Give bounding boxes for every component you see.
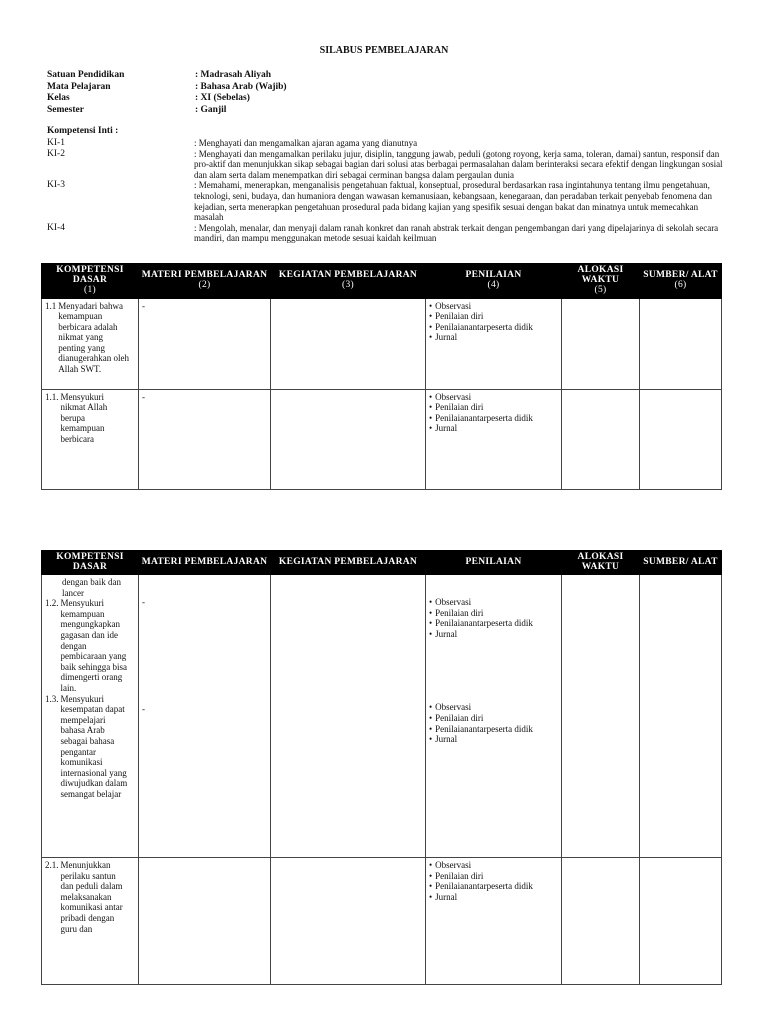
kegiatan-cell	[271, 298, 426, 389]
header-sumber-alat: SUMBER/ ALAT	[640, 551, 722, 575]
header-kegiatan: KEGIATAN PEMBELAJARAN	[271, 551, 426, 575]
table-row	[42, 389, 722, 489]
sumber-cell	[640, 298, 722, 389]
sumber-cell	[640, 389, 722, 489]
penilaian-cell: • Observasi • Penilaian diri • Penilaianantarpeserta didik • Jurnal • Observasi • Penilaian diri • Penilaianantarpeserta didik • Jurnal	[426, 575, 562, 858]
materi-cell	[139, 858, 271, 985]
ki-code: KI-2	[47, 148, 65, 159]
materi-item: -	[142, 597, 145, 607]
kd-cell: 1.1 Menyadari bahwa kemampuan berbicara adalah nikmat yang penting yang dianugerahkan oleh Allah SWT.	[42, 298, 139, 389]
header-kegiatan: KEGIATAN PEMBELAJARAN (3)	[271, 264, 426, 299]
header-penilaian: PENILAIAN	[426, 551, 562, 575]
kd-cell: dengan baik dan lancer 1.2. Mensyukuri kemampuan mengungkapkan gagasan dan ide dengan pembicaraan yang baik sehingga bisa dimengerti orang lain. 1.3. Mensyukuri kesempatan dapat mempelajari bahasa Arab sebagai bahasa pengantar komunikasi internasional yang diwujudkan dalam semangat belajar	[42, 575, 139, 858]
materi-cell	[139, 575, 271, 858]
header-kompetensi-dasar: KOMPETENSI DASAR (1)	[42, 264, 139, 299]
ki-text: : Menghayati dan mengamalkan perilaku jujur, disiplin, tanggung jawab, peduli (gotong royong, kerja sama, toleran, damai) santun, responsif dan pro-aktif dan menunjukkan sikap sebagai bagian dari solusi atas berbagai permasalahan dalam berinteraksi secara efektif dengan lingkungan sosial dan alam serta dalam menempatkan diri sebagai cerminan bangsa dalam pergaulan dunia	[194, 148, 723, 180]
ki-code: KI-4	[47, 222, 65, 233]
ki-item	[47, 180, 727, 222]
ki-text: : Menghayati dan mengamalkan ajaran agama yang dianutnya	[194, 138, 418, 148]
kompetensi-inti-list	[47, 138, 727, 244]
meta-row-satuan	[47, 70, 287, 82]
ki-item	[47, 223, 727, 244]
meta-label: Semester	[47, 104, 84, 115]
meta-label: Satuan Pendidikan	[47, 70, 125, 80]
materi-cell: -	[139, 389, 271, 489]
header-materi: MATERI PEMBELAJARAN	[139, 551, 271, 575]
meta-label: Mata Pelajaran	[47, 81, 111, 92]
sumber-cell	[640, 575, 722, 858]
header-alokasi-waktu: ALOKASI WAKTU (5)	[562, 264, 640, 299]
table-row	[42, 858, 722, 985]
meta-row-semester	[47, 105, 287, 117]
kegiatan-cell	[271, 575, 426, 858]
identity-block	[47, 70, 287, 116]
meta-value: : Ganjil	[195, 104, 227, 115]
meta-value: : Madrasah Aliyah	[195, 70, 272, 80]
alokasi-cell	[562, 575, 640, 858]
syllabus-table-1	[41, 263, 722, 490]
header-penilaian: PENILAIAN (4)	[426, 264, 562, 299]
ki-item	[47, 138, 727, 149]
ki-code: KI-3	[47, 180, 65, 191]
ki-text: : Mengolah, menalar, dan menyaji dalam ranah konkret dan ranah abstrak terkait dengan pengembangan dari yang dipelajarinya di sekolah secara mandiri, dan mampu menggunakan metode sesuai kaidah keilmuan	[194, 222, 719, 244]
alokasi-cell	[562, 298, 640, 389]
materi-cell: -	[139, 298, 271, 389]
document-title: SILABUS PEMBELAJARAN	[319, 45, 449, 56]
sumber-cell	[640, 858, 722, 985]
kd-cell: 2.1. Menunjukkan perilaku santun dan peduli dalam melaksanakan komunikasi antar pribadi dengan guru dan	[42, 858, 139, 985]
penilaian-cell: • Observasi • Penilaian diri • Penilaianantarpeserta didik • Jurnal	[426, 858, 562, 985]
kegiatan-cell	[271, 389, 426, 489]
header-sumber-alat: SUMBER/ ALAT (6)	[640, 264, 722, 299]
materi-item: -	[142, 703, 145, 714]
meta-value: : XI (Sebelas)	[195, 93, 250, 103]
kegiatan-cell	[271, 858, 426, 985]
syllabus-table-2	[41, 550, 722, 985]
table-row	[42, 575, 722, 858]
penilaian-cell: • Observasi • Penilaian diri • Penilaianantarpeserta didik • Jurnal	[426, 389, 562, 489]
ki-text: : Memahami, menerapkan, menganalisis pengetahuan faktual, konseptual, prosedural berdasarkan rasa ingintahunya tentang ilmu pengetahuan, teknologi, seni, budaya, dan humaniora dengan wawasan kemanusiaan, kebangsaan, kenegaraan, dan peradaban terkait penyebab fenomena dan kejadian, serta menerapkan pengetahuan prosedural pada bidang kajian yang spesifik sesuai dengan bakat dan minatnya untuk memecahkan masalah	[194, 180, 713, 223]
meta-label: Kelas	[47, 93, 70, 103]
kd-cell: 1.1. Mensyukuri nikmat Allah berupa kemampuan berbicara	[42, 389, 139, 489]
meta-row-mapel	[47, 82, 287, 94]
ki-code: KI-1	[47, 138, 65, 148]
meta-value: : Bahasa Arab (Wajib)	[195, 81, 287, 92]
header-materi: MATERI PEMBELAJARAN (2)	[139, 264, 271, 299]
table-row	[42, 298, 722, 389]
alokasi-cell	[562, 389, 640, 489]
meta-row-kelas	[47, 93, 287, 105]
penilaian-cell: • Observasi • Penilaian diri • Penilaianantarpeserta didik • Jurnal	[426, 298, 562, 389]
header-alokasi-waktu: ALOKASI WAKTU	[562, 551, 640, 575]
kompetensi-inti-heading: Kompetensi Inti :	[47, 126, 119, 136]
alokasi-cell	[562, 858, 640, 985]
ki-item	[47, 149, 727, 181]
header-kompetensi-dasar: KOMPETENSI DASAR	[42, 551, 139, 575]
